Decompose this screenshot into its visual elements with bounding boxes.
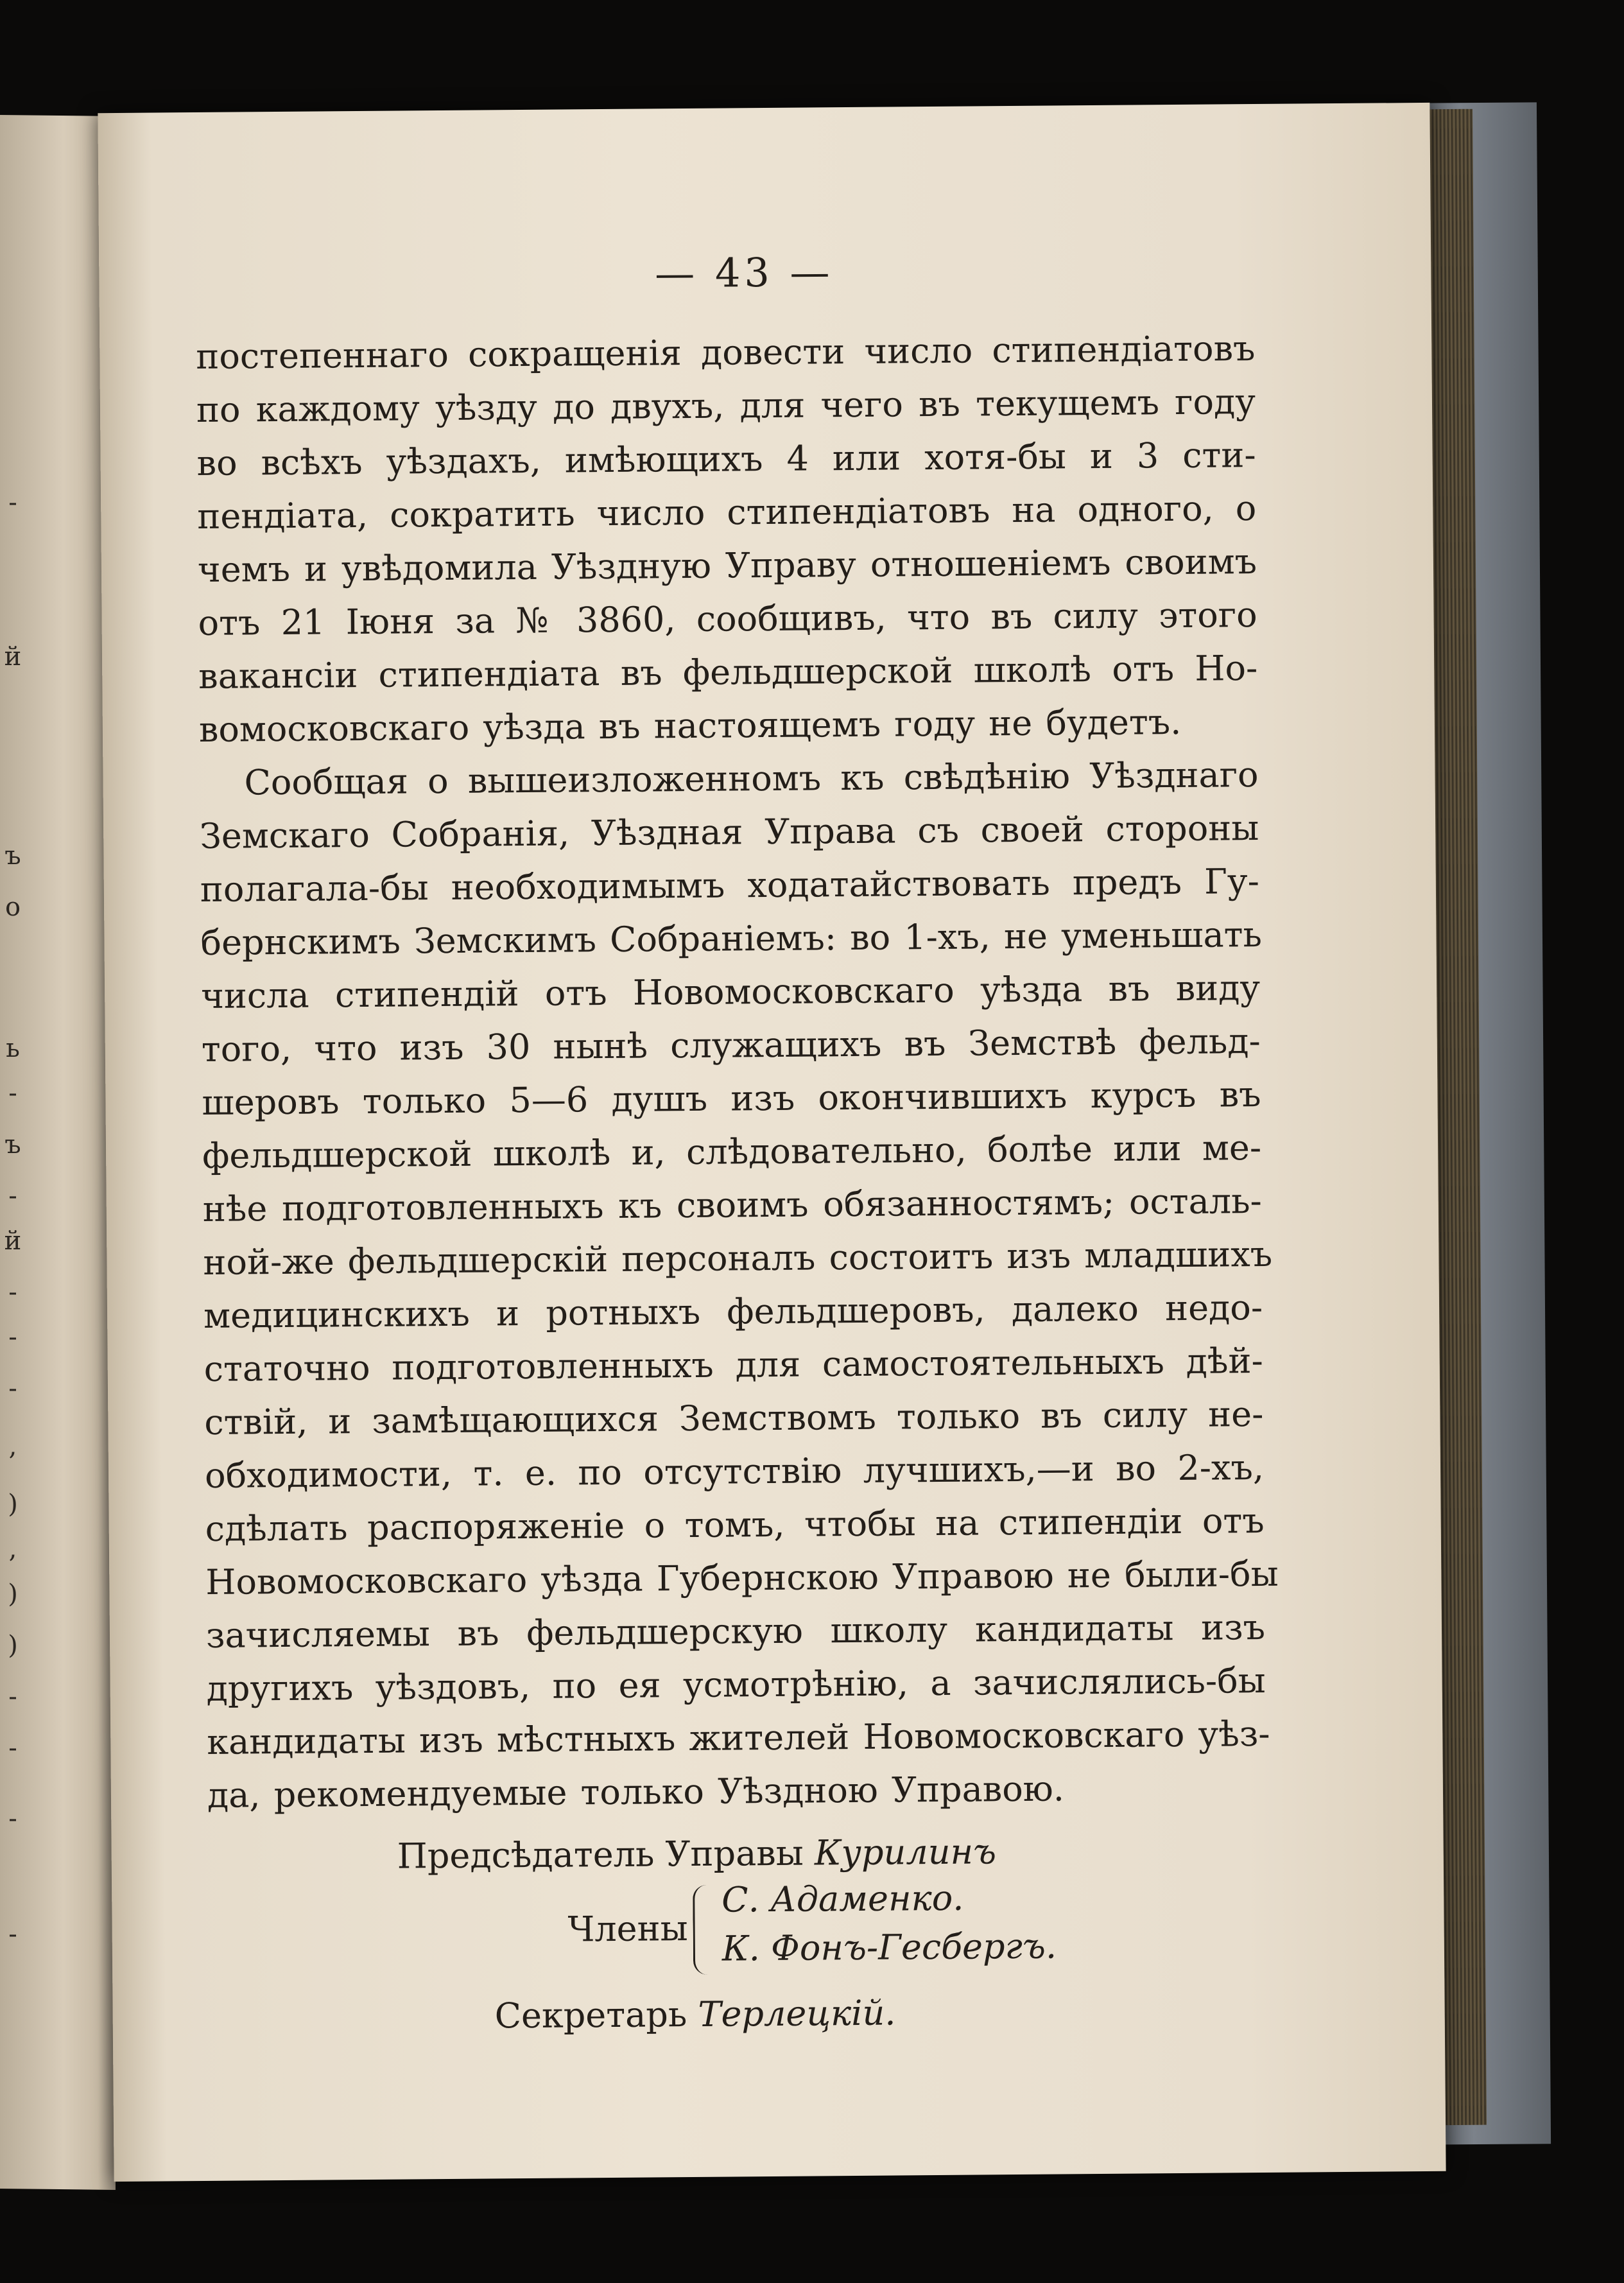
chairman-label: Предсѣдатель Управы xyxy=(397,1832,804,1877)
text-line: сдѣлать распоряженіе о томъ, чтобы на стипендіи отъ xyxy=(205,1500,1265,1549)
text-line: пендіата, сократить число стипендіатовъ на одного, о xyxy=(197,488,1257,537)
text-line: во всѣхъ уѣздахъ, имѣющихъ 4 или хотя-бы и 3 сти- xyxy=(196,435,1256,484)
text-line: вакансіи стипендіата въ фельдшерской школѣ отъ Но- xyxy=(198,648,1258,697)
left-page-glyph: й xyxy=(4,642,22,672)
text-line: Новомосковскаго уѣзда Губернскою Управою не были-бы xyxy=(205,1553,1279,1602)
paragraph-1 xyxy=(196,322,1258,756)
members-row xyxy=(208,1875,1268,1993)
text-line: полагала-бы необходимымъ ходатайствовать предъ Гу- xyxy=(200,861,1260,910)
left-page-glyph: - xyxy=(8,1278,17,1307)
text-line: другихъ уѣздовъ, по ея усмотрѣнію, а зачислялись-бы xyxy=(206,1660,1266,1709)
left-page-glyph: - xyxy=(8,1323,17,1352)
text-line: бернскимъ Земскимъ Собраніемъ: во 1-хъ, не уменьшать xyxy=(200,914,1263,963)
left-page-glyph: ) xyxy=(8,1489,18,1519)
book-page xyxy=(98,103,1446,2182)
secretary-row xyxy=(209,1984,1268,2044)
text-line: числа стипендій отъ Новомосковскаго уѣзда въ виду xyxy=(200,968,1261,1016)
left-page-glyph: - xyxy=(8,1804,17,1834)
left-page-glyph: - xyxy=(8,1374,17,1403)
left-page-glyph: ь xyxy=(6,1034,20,1063)
member-name-2: К. Фонъ-Гесбергъ. xyxy=(721,1925,1057,1969)
text-line: ной-же фельдшерскій персоналъ состоитъ изъ младшихъ xyxy=(203,1233,1273,1283)
text-line: обходимости, т. е. по отсутствію лучшихъ,—и во 2-хъ, xyxy=(204,1446,1265,1496)
left-page-glyph: о xyxy=(4,892,21,922)
members-brace xyxy=(693,1885,712,1975)
page-number: — 43 — xyxy=(654,248,834,297)
text-line: отъ 21 Іюня за № 3860, сообщивъ, что въ силу этого xyxy=(198,595,1257,643)
left-page-glyph: - xyxy=(8,1733,17,1763)
left-page-glyph: ) xyxy=(8,1631,18,1660)
signature-block xyxy=(207,1824,1268,2044)
secretary-name: Терлецкій. xyxy=(698,1992,896,2035)
chairman-row xyxy=(207,1824,1267,1884)
left-page-glyph: - xyxy=(8,1079,17,1108)
text-line: шеровъ только 5—6 душъ изъ окончившихъ курсъ въ xyxy=(202,1074,1261,1123)
text-line: вомосковскаго уѣзда въ настоящемъ году не будетъ. xyxy=(198,701,1182,750)
text-line: да, рекомендуемые только Уѣздною Управою. xyxy=(207,1768,1065,1816)
text-line: постепеннаго сокращенія довести число стипендіатовъ xyxy=(196,328,1256,378)
text-line: фельдшерской школѣ и, слѣдовательно, болѣе или ме- xyxy=(202,1127,1262,1176)
left-page-glyph: , xyxy=(8,1432,17,1461)
page-content xyxy=(195,245,1279,2044)
members-label: Члены xyxy=(567,1908,688,1950)
chairman-name: Курилинъ xyxy=(814,1831,997,1873)
secretary-label: Секретарь xyxy=(494,1994,687,2036)
text-line: статочно подготовленныхъ для самостоятельныхъ дѣй- xyxy=(203,1341,1263,1389)
text-line: кандидаты изъ мѣстныхъ жителей Новомосковскаго уѣз- xyxy=(207,1713,1270,1762)
left-page-glyph: - xyxy=(8,1682,17,1712)
text-line: Сообщая о вышеизложенномъ къ свѣдѣнію Уѣзднаго xyxy=(244,754,1259,803)
left-page-glyph: ) xyxy=(8,1579,18,1609)
text-line: зачисляемы въ фельдшерскую школу кандидаты изъ xyxy=(205,1606,1266,1656)
paragraph-2 xyxy=(199,748,1279,1822)
member-name-1: С. Адаменко. xyxy=(721,1877,964,1920)
left-page-glyph: ъ xyxy=(4,1130,21,1159)
left-page-glyph: ъ xyxy=(4,841,21,871)
left-page-glyph: - xyxy=(8,488,17,517)
text-line: медицинскихъ и ротныхъ фельдшеровъ, далеко недо- xyxy=(203,1287,1263,1336)
left-page-glyph: - xyxy=(8,1920,17,1949)
text-line: чемъ и увѣдомила Уѣздную Управу отношеніемъ своимъ xyxy=(197,541,1257,590)
left-page-glyph: - xyxy=(8,1181,17,1211)
text-line: Земскаго Собранія, Уѣздная Управа съ своей стороны xyxy=(199,808,1259,856)
left-page-glyph: й xyxy=(4,1226,22,1256)
text-line: по каждому уѣзду до двухъ, для чего въ текущемъ году xyxy=(196,381,1256,431)
text-line: того, что изъ 30 нынѣ служащихъ въ Земствѣ фельд- xyxy=(201,1021,1261,1070)
text-line: ствій, и замѣщающихся Земствомъ только въ силу не- xyxy=(204,1393,1264,1443)
left-page-glyph: , xyxy=(8,1534,17,1564)
text-line: нѣе подготовленныхъ къ своимъ обязанностямъ; осталь- xyxy=(202,1181,1262,1229)
